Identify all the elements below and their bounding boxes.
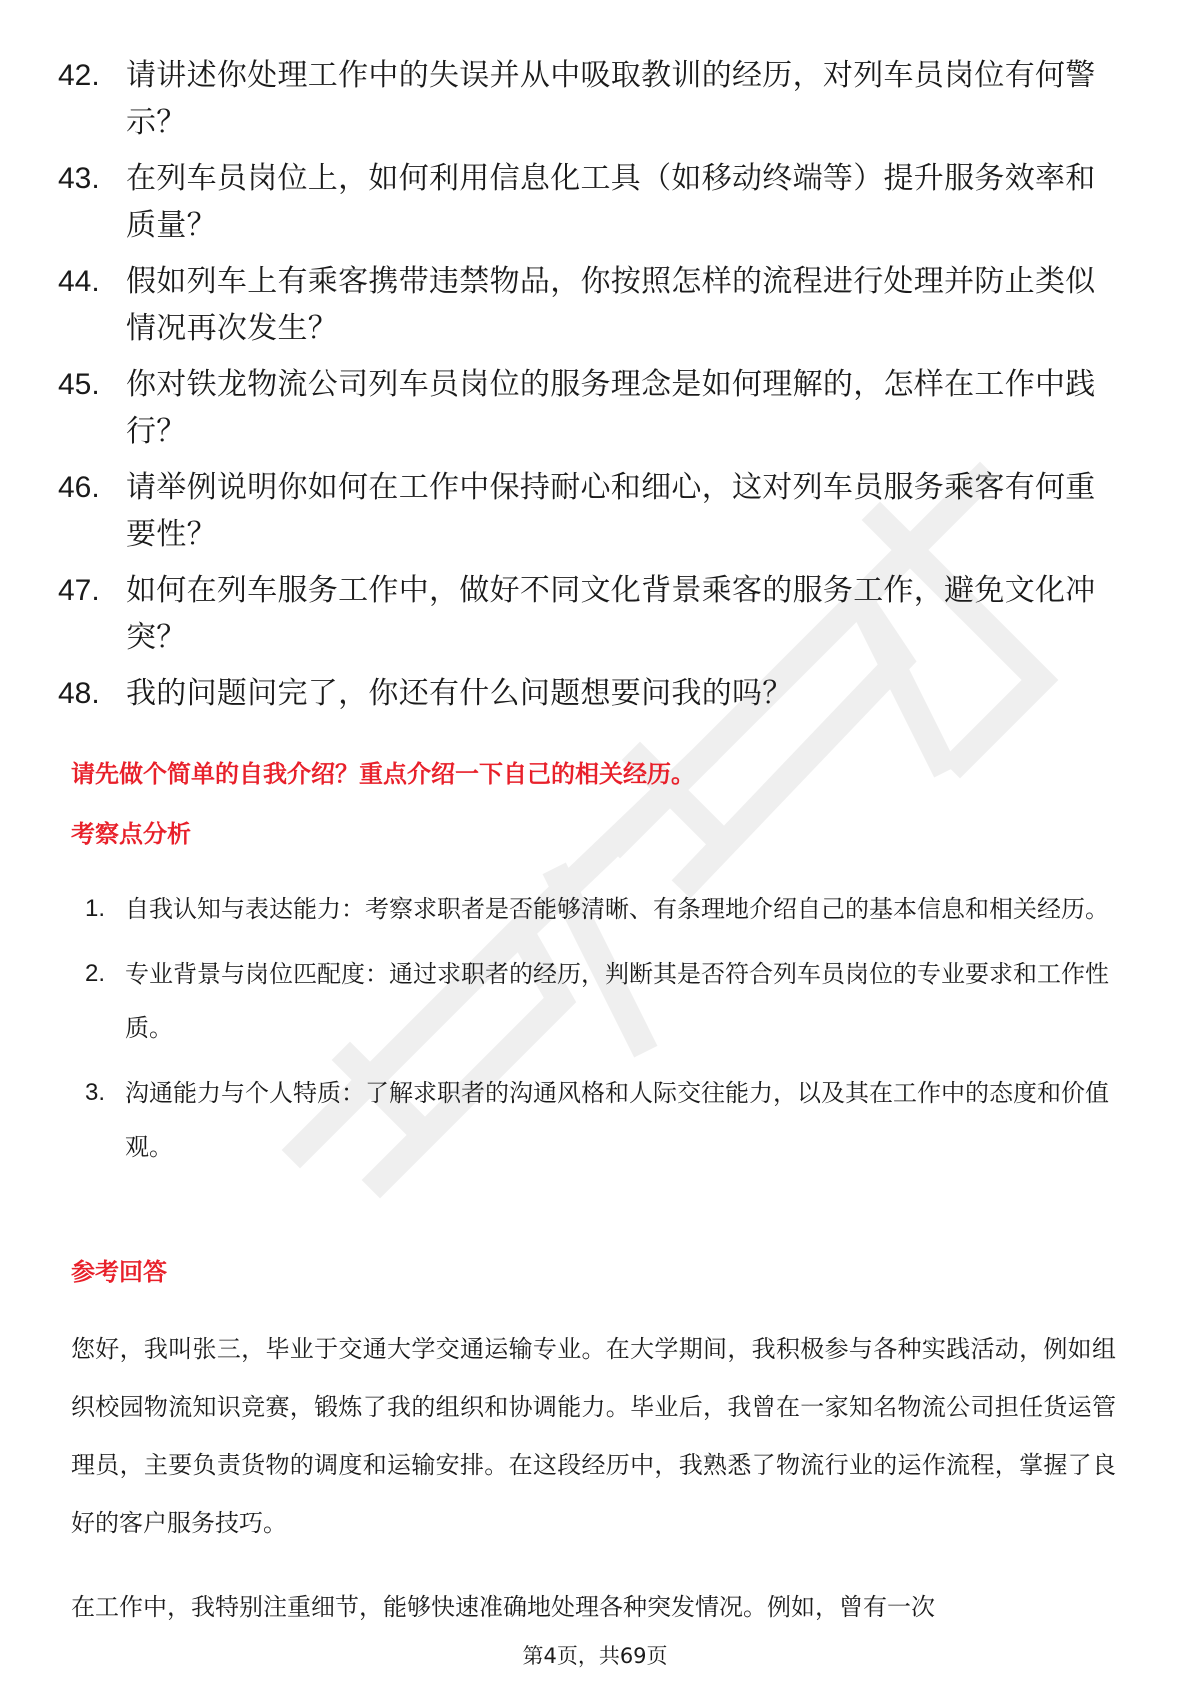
question-number: 45. bbox=[58, 368, 100, 401]
question-item bbox=[58, 258, 1118, 352]
analysis-number: 2. bbox=[85, 960, 106, 987]
question-item bbox=[58, 464, 1118, 558]
question-item bbox=[58, 155, 1118, 249]
question-item bbox=[58, 52, 1118, 146]
analysis-heading: 考察点分析 bbox=[71, 820, 191, 848]
question-number: 47. bbox=[58, 574, 100, 607]
analysis-list bbox=[85, 882, 1115, 1185]
question-text: 请讲述你处理工作中的失误并从中吸取教训的经历，对列车员岗位有何警示？ bbox=[126, 58, 1096, 140]
question-text: 我的问题问完了，你还有什么问题想要问我的吗？ bbox=[126, 676, 793, 711]
question-number: 44. bbox=[58, 265, 100, 298]
question-text: 你对铁龙物流公司列车员岗位的服务理念是如何理解的，怎样在工作中践行？ bbox=[126, 367, 1096, 449]
answer-heading: 参考回答 bbox=[71, 1258, 167, 1286]
question-item bbox=[58, 567, 1118, 661]
page-footer: 第4页，共69页 bbox=[522, 1644, 668, 1668]
analysis-number: 3. bbox=[85, 1079, 106, 1106]
question-text: 请举例说明你如何在工作中保持耐心和细心，这对列车员服务乘客有何重要性？ bbox=[126, 470, 1096, 552]
featured-question: 请先做个简单的自我介绍？重点介绍一下自己的相关经历。 bbox=[71, 760, 695, 788]
answer-paragraph: 在工作中，我特别注重细节，能够快速准确地处理各种突发情况。例如，曾有一次 bbox=[71, 1593, 935, 1621]
question-number: 43. bbox=[58, 162, 100, 195]
analysis-number: 1. bbox=[85, 895, 106, 922]
question-number: 42. bbox=[58, 59, 100, 92]
analysis-text: 专业背景与岗位匹配度：通过求职者的经历，判断其是否符合列车员岗位的专业要求和工作性质。 bbox=[125, 960, 1109, 1042]
question-text: 假如列车上有乘客携带违禁物品，你按照怎样的流程进行处理并防止类似情况再次发生？ bbox=[126, 264, 1096, 346]
analysis-item bbox=[85, 1066, 1115, 1174]
analysis-item bbox=[85, 947, 1115, 1055]
question-list bbox=[58, 52, 1118, 726]
answer-paragraph: 您好，我叫张三，毕业于交通大学交通运输专业。在大学期间，我积极参与各种实践活动，例如组织校园物流知识竞赛，锻炼了我的组织和协调能力。毕业后，我曾在一家知名物流公司担任货运管理员，主要负责货物的调度和运输安排。在这段经历中，我熟悉了物流行业的运作流程，掌握了良好的客户服务技巧。 bbox=[71, 1335, 1116, 1537]
analysis-text: 自我认知与表达能力：考察求职者是否能够清晰、有条理地介绍自己的基本信息和相关经历。 bbox=[125, 895, 1109, 923]
question-text: 在列车员岗位上，如何利用信息化工具（如移动终端等）提升服务效率和质量？ bbox=[126, 161, 1096, 243]
analysis-text: 沟通能力与个人特质：了解求职者的沟通风格和人际交往能力，以及其在工作中的态度和价值观。 bbox=[125, 1079, 1109, 1161]
question-item bbox=[58, 361, 1118, 455]
question-text: 如何在列车服务工作中，做好不同文化背景乘客的服务工作，避免文化冲突？ bbox=[126, 573, 1096, 655]
question-number: 48. bbox=[58, 677, 100, 710]
question-item bbox=[58, 670, 1118, 717]
analysis-item bbox=[85, 882, 1115, 936]
question-number: 46. bbox=[58, 471, 100, 504]
